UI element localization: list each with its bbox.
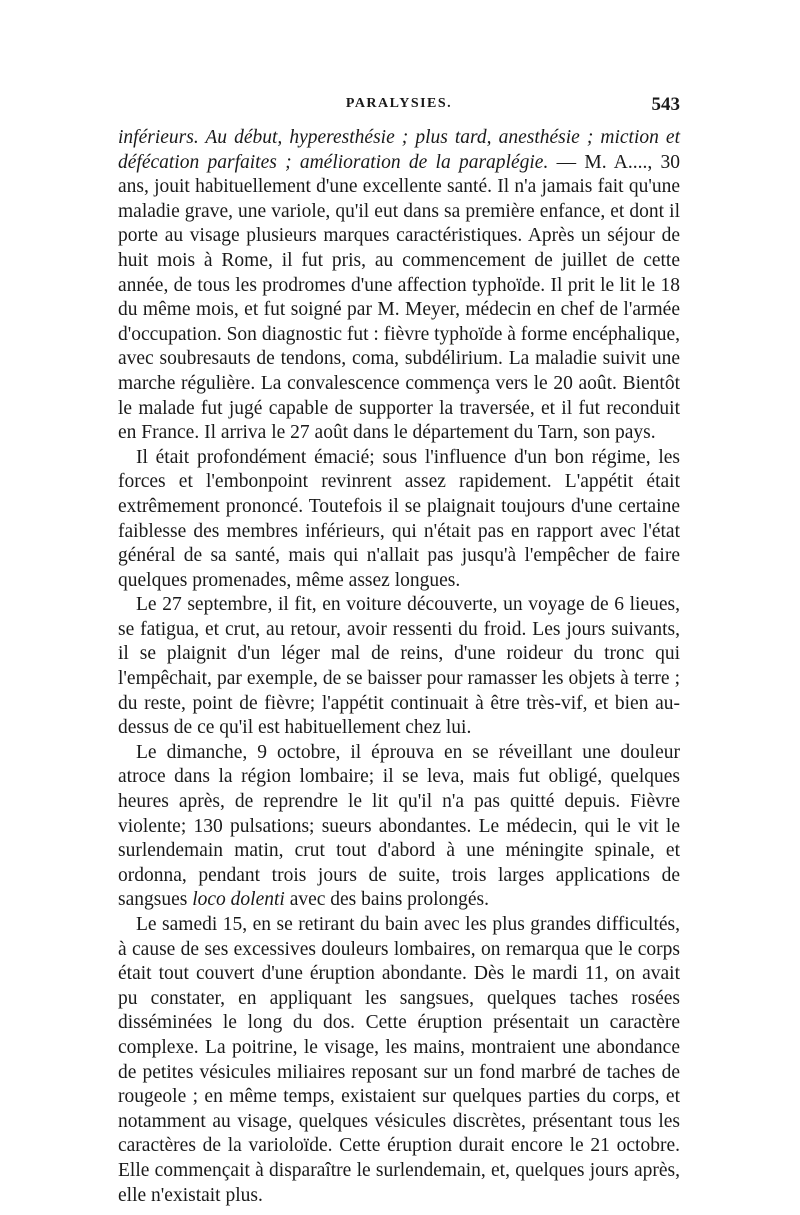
latin-phrase-italic: loco dolenti (192, 889, 285, 911)
text-body (118, 126, 680, 1208)
paragraph-4-text: Le dimanche, 9 octobre, il éprouva en se réveillant une douleur atroce dans la région lombaire; il se leva, mais fut obligé, quelques heures après, de reprendre le lit qu'il n'a pas quitté depuis. Fièvre violente; 130 pulsations; sueurs abondantes. Le médecin, qui le vit le surlendemain matin, crut tout d'abord à une méningite spinale, et ordonna, pendant trois jours de suite, trois larges applications de sangsues (118, 741, 680, 911)
paragraph-5: Le samedi 15, en se retirant du bain avec les plus grandes difficultés, à cause de ses excessives douleurs lombaires, on remarqua que le corps était tout couvert d'une éruption abondante. Dès le mardi 11, on avait pu constater, en appliquant les sangsues, quelques taches rosées disséminées le long du dos. Cette éruption présentait un caractère complexe. La poitrine, le visage, les mains, montraient une abondance de petites vésicules miliaires reposant sur un fond marbré de taches de rougeole ; en même temps, existaient sur quelques parties du corps, et notamment au visage, quelques vésicules discrètes, présentant tous les caractères de la varioloïde. Cette éruption durait encore le 21 octobre. Elle commençait à disparaître le surlendemain, et, quelques jours après, elle n'existait plus. (118, 914, 680, 1206)
paragraph-1-text: — M. A...., 30 ans, jouit habituellement d'une excellente santé. Il n'a jamais fait qu'une maladie grave, une variole, qu'il eut dans sa première enfance, et dont il porte au visage plusieurs marques caractéristiques. Après un séjour de huit mois à Rome, il fut pris, au commencement de juillet de cette année, de tous les prodromes d'une affection typhoïde. Il prit le lit le 18 du même mois, et fut soigné par M. Meyer, médecin en chef de l'armée d'occupation. Son diagnostic fut : fièvre typhoïde à forme encéphalique, avec soubresauts de tendons, coma, subdélirium. La maladie suivit une marche régulière. La convalescence commença vers le 20 août. Bientôt le malade fut jugé capable de supporter la traversée, et il fut reconduit en France. Il arriva le 27 août dans le département du Tarn, son pays. (118, 151, 680, 444)
page-number: 543 (651, 94, 680, 115)
running-head (118, 96, 680, 122)
paragraph-2: Il était profondément émacié; sous l'influence d'un bon régime, les forces et l'embonpoint revinrent assez rapidement. L'appétit était extrêmement prononcé. Toutefois il se plaignait toujours d'une certaine faiblesse des membres inférieurs, qui n'était pas en rapport avec l'état général de sa santé, mais qui n'allait pas jusqu'à l'empêcher de faire quelques promenades, même assez longues. (118, 446, 680, 591)
running-title: PARALYSIES. (345, 96, 453, 111)
paragraph-4-tail: avec des bains prolongés. (284, 889, 489, 911)
paragraph-3: Le 27 septembre, il fit, en voiture découverte, un voyage de 6 lieues, se fatigua, et crut, au retour, avoir ressenti du froid. Les jours suivants, il se plaignit d'un léger mal de reins, d'une roideur du tronc qui l'empêchait, par exemple, de se baisser pour ramasser les objets à terre ; du reste, point de fièvre; l'appétit continuait à être très-vif, et bien au-dessus de ce qu'il est habituellement chez lui. (118, 594, 680, 739)
paragraph-4 (118, 741, 680, 913)
paragraph-1 (118, 126, 680, 446)
case-summary-italic: inférieurs. Au début, hyperesthésie ; plus tard, anesthésie ; miction et défécation parfaites ; amélioration de la paraplégie. (118, 127, 680, 173)
